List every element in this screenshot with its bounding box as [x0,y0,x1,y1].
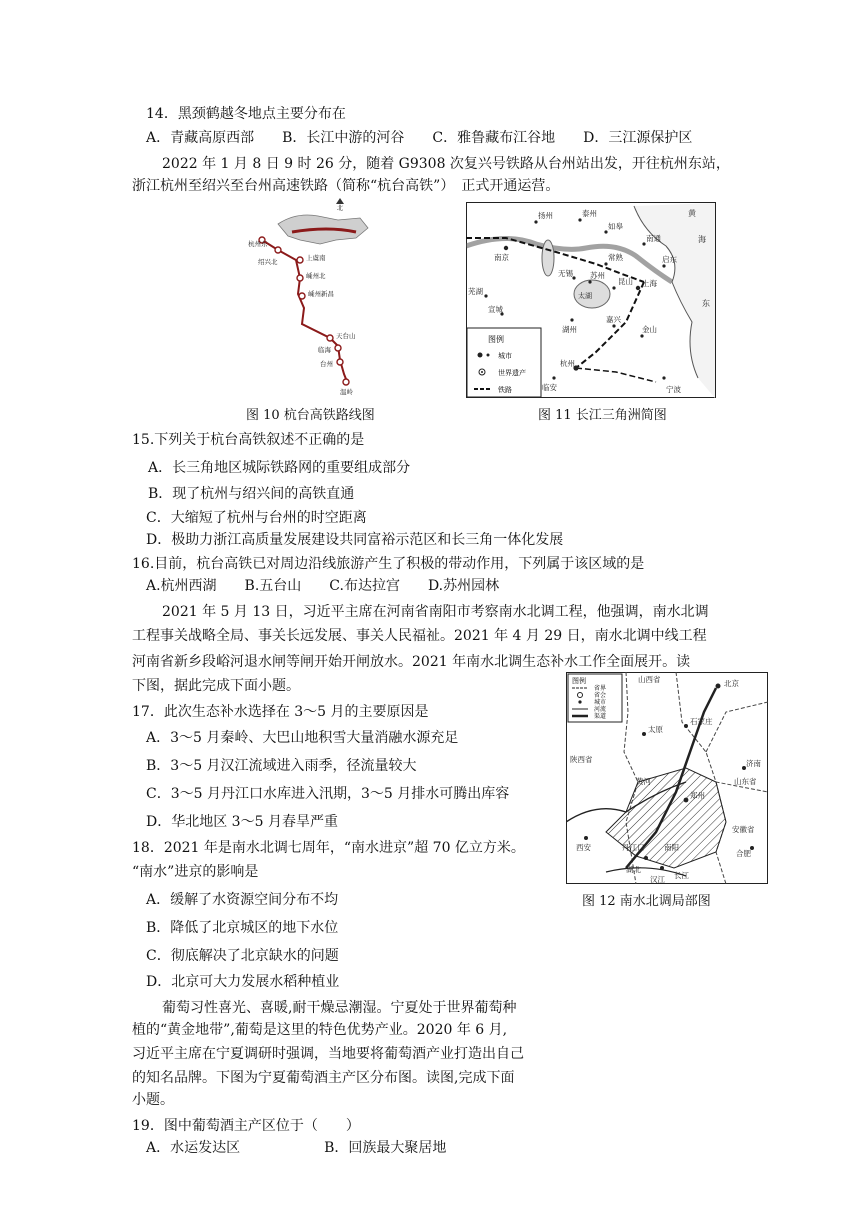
fig12-place-14: 南阳 [664,843,679,852]
fig12-place-13: 丹江口 [622,843,645,852]
fig12-place-10: 长江 [674,871,689,880]
intro17-line3: 河南省新乡段峪河退水闸等闸开始开闸放水。2021 年南水北调生态补水工作全面展开。读 [132,654,691,670]
fig12-place-5: 郑州 [690,791,705,800]
fig10-station-8: 温岭 [340,388,353,396]
fig11-place-7: 无锡 [558,269,573,278]
fig11-place-12: 宣城 [488,305,503,314]
fig12-place-4: 山东省 [734,777,757,786]
fig11-place-0: 扬州 [538,211,553,220]
fig11-legend-heritage: 世界遗产 [498,369,526,377]
fig11-place-19: 黄 [688,209,696,218]
intro19-line2: 植的“黄金地带”,葡萄是这里的特色优势产业。2020 年 6 月, [132,1022,508,1038]
fig11-place-3: 南通 [646,234,661,243]
fig12-place-8: 合肥 [736,849,751,858]
fig12-place-2: 石家庄 [690,717,713,726]
fig11-place-15: 金山 [642,325,657,334]
fig11-place-16: 杭州 [560,359,575,368]
q16-stem: 16.目前，杭台高铁已对周边沿线旅游产生了积极的带动作用，下列属于该区域的是 [132,556,645,572]
fig12-legend-0: 省界 [594,685,607,692]
fig12-place-12: 黄河 [636,777,651,786]
q15-option-a: A．长三角地区城际铁路网的重要组成部分 [148,460,411,476]
fig11-place-18: 宁波 [666,385,681,394]
fig11-place-4: 南京 [494,253,509,262]
q17-option-a: A．3～5 月秦岭、大巴山地积雪大量消融水源充足 [146,730,459,746]
q19-stem: 19．图中葡萄酒主产区位于（ ） [132,1118,360,1134]
fig11-place-14: 嘉兴 [606,315,621,324]
fig12-legend-2: 城市 [594,699,607,706]
fig10-route-map [248,198,408,398]
q18-option-a: A．缓解了水资源空间分布不均 [146,892,339,908]
intro19-line4: 的知名品牌。下图为宁夏葡萄酒主产区分布图。读图,完成下面 [132,1070,515,1086]
intro17-line2: 工程事关战略全局、事关长远发展、事关人民福祉。2021 年 4 月 29 日，南水北调中线工程 [132,628,707,644]
fig12-place-7: 安徽省 [732,825,755,834]
q15-stem: 15.下列关于杭台高铁叙述不正确的是 [132,432,365,448]
q18-option-c: C．彻底解决了北京缺水的问题 [146,948,339,964]
fig11-legend-rail: 铁路 [498,386,512,394]
fig11-place-8: 苏州 [590,271,605,280]
fig11-place-22: 太湖 [578,292,592,300]
q17-option-d: D．华北地区 3～5 月春旱严重 [146,814,338,830]
intro19-line5: 小题。 [132,1092,174,1108]
fig11-legend-title: 图例 [488,335,504,344]
fig12-caption: 图 12 南水北调局部图 [582,894,711,909]
fig11-place-9: 昆山 [618,277,633,286]
q17-stem: 17．此次生态补水选择在 3～5 月的主要原因是 [132,704,429,720]
fig11-place-13: 湖州 [562,325,577,334]
fig10-station-2: 上虞南 [306,254,326,262]
fig10-station-6: 临海 [318,346,331,354]
intro15-line2: 浙江杭州至绍兴至台州高速铁路（简称“杭台高铁”） 正式开通运营。 [132,178,560,194]
fig11-place-10: 上海 [642,279,657,288]
fig12-place-1: 北京 [724,679,739,688]
fig11-caption: 图 11 长江三角洲简图 [538,408,667,423]
fig12-legend-3: 河流 [594,706,607,713]
fig10-station-4: 嵊州新昌 [308,290,334,298]
fig11-place-1: 泰州 [582,209,597,218]
fig11-place-5: 常熟 [608,253,623,262]
q18-stem-line2: “南水”进京的影响是 [132,864,259,880]
intro15-line1: 2022 年 1 月 8 日 9 时 26 分，随着 G9308 次复兴号铁路从台州站出发，开往杭州东站， [162,156,730,172]
fig12-place-6: 西安 [576,843,591,852]
fig10-station-1: 绍兴北 [258,258,278,266]
q15-option-c: C．大缩短了杭州与台州的时空距离 [146,510,367,526]
q19-options: A．水运发达区 B．回族最大聚居地 [146,1140,447,1156]
fig10-station-7: 台州 [320,360,333,368]
intro17-line4: 下图，据此完成下面小题。 [132,678,300,694]
fig12-legend-1: 省会 [594,692,607,699]
fig11-place-20: 海 [698,235,706,244]
fig12-place-0: 山西省 [638,675,661,684]
q17-option-b: B．3～5 月汉江流域进入雨季，径流量较大 [146,758,417,774]
q14-stem: 14．黑颈鹤越冬地点主要分布在 [146,106,346,122]
fig12-place-11: 汉江 [650,875,665,884]
intro17-line1: 2021 年 5 月 13 日，习近平主席在河南省南阳市考察南水北调工程，他强调，南水北调 [162,604,709,620]
fig12-place-16: 济南 [746,759,761,768]
fig12-legend-4: 渠道 [594,713,607,720]
q18-option-d: D．北京可大力发展水稻种植业 [146,974,340,990]
q16-options: A.杭州西湖 B.五台山 C.布达拉宫 D.苏州园林 [146,578,500,594]
q15-option-b: B．现了杭州与绍兴间的高铁直通 [148,486,355,502]
fig10-station-3: 嵊州北 [306,272,326,280]
fig11-place-6: 启东 [662,255,677,264]
fig11-place-21: 东 [702,299,710,308]
q18-option-b: B．降低了北京城区的地下水位 [146,920,339,936]
fig10-station-5: 天台山 [336,332,356,340]
fig12-place-9: 湖北 [626,865,641,874]
q18-stem-line1: 18．2021 年是南水北调七周年，“南水进京”超 70 亿立方米。 [132,840,525,856]
fig10-caption: 图 10 杭台高铁路线图 [246,408,375,423]
fig11-legend-city: 城市 [498,352,512,360]
fig12-south-north-water-map [566,672,768,884]
fig12-legend-title: 图例 [572,677,586,685]
q17-option-c: C．3～5 月丹江口水库进入汛期，3～5 月排水可腾出库容 [146,786,510,802]
fig10-north-label: 北 [337,205,344,212]
q14-options: A．青藏高原西部 B．长江中游的河谷 C．雅鲁藏布江谷地 D．三江源保护区 [146,130,693,146]
fig11-place-2: 如皋 [608,222,623,231]
fig12-place-15: 太原 [648,725,663,734]
fig11-place-17: 临安 [542,383,557,392]
fig11-place-11: 芜湖 [468,287,483,296]
intro19-line3: 习近平主席在宁夏调研时强调，当地要将葡萄酒产业打造出自己 [132,1046,524,1062]
q15-option-d: D．极助力浙江高质量发展建设共同富裕示范区和长三角一体化发展 [146,532,564,548]
fig12-place-3: 陕西省 [570,755,593,764]
fig10-station-0: 杭州东 [248,240,268,248]
fig11-yangtze-delta-map [466,202,716,398]
intro19-line1: 葡萄习性喜光、喜暖,耐干燥忌潮湿。宁夏处于世界葡萄种 [162,1000,517,1016]
